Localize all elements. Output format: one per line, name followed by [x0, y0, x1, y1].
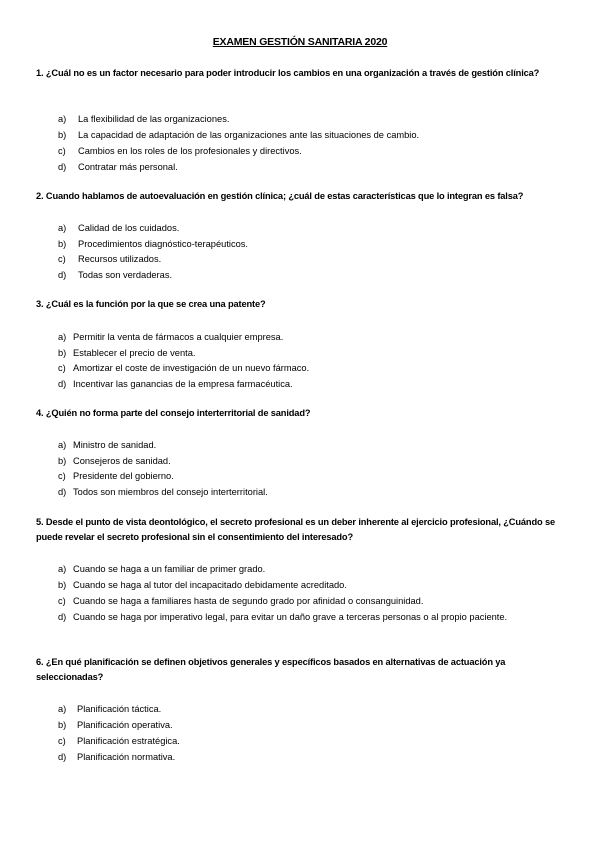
option-c — [0, 469, 600, 484]
option-text: Incentivar las ganancias de la empresa farmacéutica. — [73, 379, 293, 389]
option-text: La flexibilidad de las organizaciones. — [78, 114, 230, 124]
option-a — [0, 112, 600, 127]
option-c — [0, 594, 600, 609]
option-letter: d) — [58, 487, 67, 497]
option-text: Establecer el precio de venta. — [73, 348, 196, 358]
option-text: Cuando se haga a un familiar de primer grado. — [73, 564, 266, 574]
option-text: Planificación normativa. — [77, 752, 176, 762]
option-letter: c) — [58, 254, 66, 264]
option-d — [0, 377, 600, 392]
option-c — [0, 252, 600, 267]
option-text: Amortizar el coste de investigación de un nuevo fármaco. — [73, 363, 310, 373]
option-text: Procedimientos diagnóstico-terapéuticos. — [78, 239, 249, 249]
option-text: Ministro de sanidad. — [73, 440, 157, 450]
option-letter: c) — [58, 363, 66, 373]
question-3-text: 3. ¿Cuál es la función por la que se crea una patente? — [36, 299, 266, 309]
option-text: Calidad de los cuidados. — [78, 223, 180, 233]
option-letter: a) — [58, 223, 67, 233]
option-letter: a) — [58, 114, 67, 124]
option-d — [0, 750, 600, 765]
option-letter: d) — [58, 270, 67, 280]
option-b — [0, 578, 600, 593]
option-letter: b) — [58, 456, 67, 466]
option-letter: b) — [58, 348, 67, 358]
option-letter: a) — [58, 564, 67, 574]
question-1-text: 1. ¿Cuál no es un factor necesario para poder introducir los cambios en una organización a través de gestión clínica? — [36, 68, 540, 78]
option-b — [0, 128, 600, 143]
option-text: Planificación estratégica. — [77, 736, 180, 746]
option-text: Cuando se haga al tutor del incapacitado debidamente acreditado. — [73, 580, 347, 590]
option-b — [0, 454, 600, 469]
question-6-text: 6. ¿En qué planificación se definen objetivos generales y específicos basados en alternativas de actuación ya seleccionadas? — [36, 657, 506, 682]
option-b — [0, 237, 600, 252]
option-text: Presidente del gobierno. — [73, 471, 174, 481]
option-text: Contratar más personal. — [78, 162, 178, 172]
option-letter: c) — [58, 596, 66, 606]
option-text: Permitir la venta de fármacos a cualquier empresa. — [73, 332, 284, 342]
option-c — [0, 144, 600, 159]
option-text: Consejeros de sanidad. — [73, 456, 171, 466]
option-text: Cuando se haga a familiares hasta de segundo grado por afinidad o consanguinidad. — [73, 596, 424, 606]
option-text: Recursos utilizados. — [78, 254, 162, 264]
option-text: Todas son verdaderas. — [78, 270, 173, 280]
option-text: Todos son miembros del consejo interterritorial. — [73, 487, 268, 497]
option-a — [0, 702, 600, 717]
question-5-text: 5. Desde el punto de vista deontológico, el secreto profesional es un deber inherente al ejercicio profesional, ¿Cuándo se puede revelar el secreto profesional sin el consentimiento del interesado? — [36, 517, 555, 542]
option-letter: c) — [58, 736, 66, 746]
option-a — [0, 562, 600, 577]
option-letter: d) — [58, 752, 67, 762]
option-letter: a) — [58, 332, 67, 342]
option-c — [0, 734, 600, 749]
option-a — [0, 330, 600, 345]
option-b — [0, 718, 600, 733]
option-letter: b) — [58, 239, 67, 249]
option-letter: b) — [58, 130, 67, 140]
option-d — [0, 268, 600, 283]
option-letter: a) — [58, 440, 67, 450]
option-text: Cuando se haga por imperativo legal, para evitar un daño grave a terceras personas o al propio paciente. — [73, 612, 508, 622]
option-text: Cambios en los roles de los profesionales y directivos. — [78, 146, 302, 156]
option-letter: b) — [58, 580, 67, 590]
option-letter: b) — [58, 720, 67, 730]
option-letter: a) — [58, 704, 67, 714]
option-d — [0, 610, 600, 625]
option-b — [0, 346, 600, 361]
option-c — [0, 361, 600, 376]
question-2-text: 2. Cuando hablamos de autoevaluación en gestión clínica; ¿cuál de estas características que lo integran es falsa? — [36, 191, 524, 201]
option-a — [0, 221, 600, 236]
option-d — [0, 485, 600, 500]
question-4-text: 4. ¿Quién no forma parte del consejo interterritorial de sanidad? — [36, 408, 311, 418]
option-letter: c) — [58, 471, 66, 481]
option-text: La capacidad de adaptación de las organizaciones ante las situaciones de cambio. — [78, 130, 420, 140]
exam-title: EXAMEN GESTIÓN SANITARIA 2020 — [212, 36, 388, 48]
option-letter: d) — [58, 379, 67, 389]
option-letter: d) — [58, 612, 67, 622]
option-letter: d) — [58, 162, 67, 172]
option-letter: c) — [58, 146, 66, 156]
option-text: Planificación operativa. — [77, 720, 173, 730]
option-text: Planificación táctica. — [77, 704, 162, 714]
option-a — [0, 438, 600, 453]
option-d — [0, 160, 600, 175]
